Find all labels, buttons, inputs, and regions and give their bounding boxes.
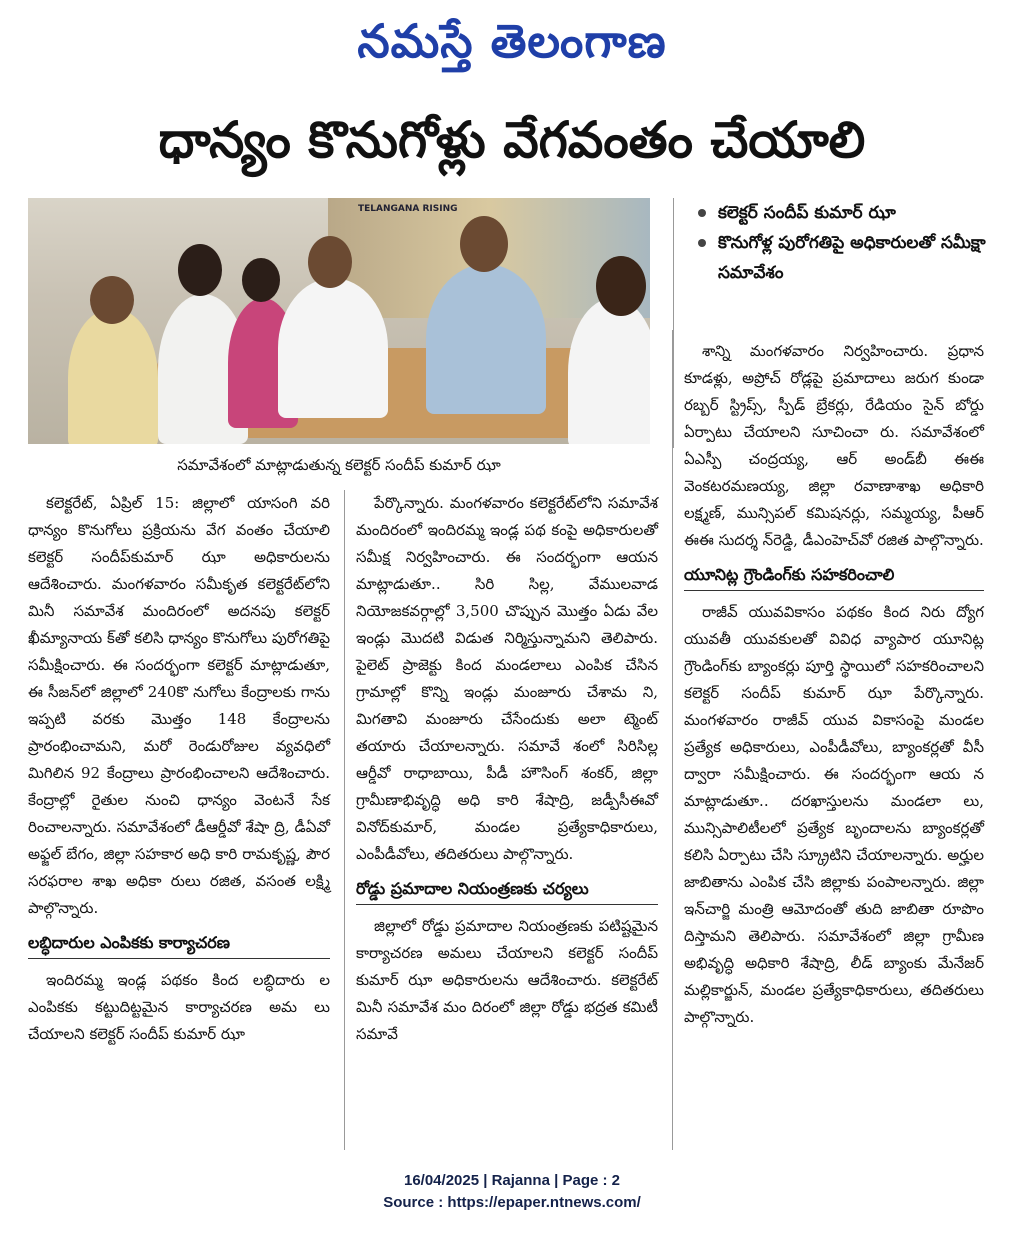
photo-person-head — [178, 244, 222, 296]
news-photo — [28, 198, 650, 444]
article-paragraph: శాన్ని మంగళవారం నిర్వహించారు. ప్రధాన కూడళ్లు, అప్రోచ్ రోడ్లపై ప్రమాదాలు జరుగ కుండా రబ్బర్ స్ట్రిప్స్, స్పీడ్ బ్రేకర్లు, రేడియం సైన్ బోర్డు ఏర్పాటు చేయాలని సూచించా రు. సమావేశంలో ఏఎస్పీ చంద్రయ్య, ఆర్ అండ్‌బీ ఈఈ వెంకటరమణయ్య, జిల్లా రవాణాశాఖ అధికారి లక్ష్మణ్, మున్సిపల్ కమిషనర్లు, సమ్మయ్య, పీఆర్ ఈఈ సుదర్శ న్‌రెడ్డి, డీఎంహెచ్‌వో రజిత పాల్గొన్నారు. — [684, 342, 984, 549]
photo-logo-text: TELANGANA RISING — [358, 204, 458, 214]
photo-person — [278, 278, 388, 418]
article-paragraph: కలెక్టరేట్, ఏప్రిల్ 15: జిల్లాలో యాసంగి వరి ధాన్యం కొనుగోలు ప్రక్రియను వేగ వంతం చేయాలి కలెక్టర్ సందీప్‌కుమార్ ఝా అధికారులను ఆదేశించారు. మంగళవారం సమీకృత కలెక్టరేట్‌లోని మినీ సమావేశ మందిరంలో అదనపు కలెక్టర్ ఖీమ్యానాయ క్‌తో కలిసి ధాన్యం కొనుగోలు పురోగతిపై సమీక్షించారు. ఈ సందర్భంగా కలెక్టర్ మాట్లాడుతూ, ఈ సీజన్‌లో జిల్లాలో 240కొ నుగోలు కేంద్రాలకు గాను ఇప్పటి వరకు మొత్తం 148 కేంద్రాలను ప్రారంభించామని, మరో రెండురోజుల వ్యవధిలో మిగిలిన 92 కేంద్రాలు ప్రారంభించాలని ఆదేశించారు. కేంద్రాల్లో రైతుల నుంచి ధాన్యం వెంటనే సేక రించాలన్నారు. సమావేశంలో డీఆర్డీవో శేషా ద్రి, డీఏవో అఫ్జల్ బేగం, జిల్లా సహకార అధి కారి రామకృష్ణ, పౌర సరఫరాల శాఖ అధికా రులు రజిత, వసంత లక్ష్మి పాల్గొన్నారు. — [28, 494, 330, 917]
headline: ధాన్యం కొనుగోళ్లు వేగవంతం చేయాలి — [158, 111, 866, 169]
article-column-1 — [28, 490, 330, 1048]
bullet-icon — [698, 239, 706, 247]
highlight-item — [690, 228, 1006, 288]
footer — [0, 1170, 1024, 1214]
section-subhead: రోడ్డు ప్రమాదాల నియంత్రణకు చర్యలు — [356, 874, 658, 905]
article-paragraph: ఇందిరమ్మ ఇండ్ల పథకం కింద లబ్ధిదారు ల ఎంపికకు కట్టుదిట్టమైన కార్యాచరణ అమ లు చేయాలని కలెక్టర్ సందీప్ కుమార్ ఝా — [28, 971, 330, 1043]
photo-person-head — [242, 258, 280, 302]
section-subhead: యూనిట్ల గ్రౌండింగ్‌కు సహకరించాలి — [684, 560, 984, 591]
highlight-text: కలెక్టర్ సందీప్ కుమార్ ఝా — [718, 203, 896, 223]
photo-caption: సమావేశంలో మాట్లాడుతున్న కలెక్టర్ సందీప్ కుమార్ ఝా — [177, 456, 501, 474]
footer-date-line: 16/04/2025 | Rajanna | Page : 2 — [403, 1172, 620, 1189]
highlight-text: కొనుగోళ్ల పురోగతిపై అధికారులతో సమీక్షా సమావేశం — [718, 233, 986, 283]
photo-person — [426, 264, 546, 414]
section-subhead: లబ్ధిదారుల ఎంపికకు కార్యాచరణ — [28, 928, 330, 959]
article-paragraph: జిల్లాలో రోడ్డు ప్రమాదాల నియంత్రణకు పటిష్టమైన కార్యాచరణ అమలు చేయాలని కలెక్టర్ సందీప్ కుమార్ ఝా అధికారులను ఆదేశించారు. కలెక్టరేట్ మినీ సమావేశ మం దిరంలో జిల్లా రోడ్డు భద్రత కమిటీ సమావే — [356, 917, 658, 1043]
column-divider — [672, 330, 673, 1150]
photo-person-head — [308, 236, 352, 288]
article-paragraph: పేర్కొన్నారు. మంగళవారం కలెక్టరేట్‌లోని సమావేశ మందిరంలో ఇందిరమ్మ ఇండ్ల పథ కంపై అధికారులతో సమీక్ష నిర్వహించారు. ఈ సందర్భంగా ఆయన మాట్లాడుతూ.. సిరి సిల్ల, వేములవాడ నియోజకవర్గాల్లో 3,500 చొప్పున మొత్తం ఏడు వేల ఇండ్లు మొదటి విడుత నిర్మిస్తున్నామని తెలిపారు. పైలెట్ ప్రాజెక్టు కింద మండలాలు ఎంపిక చేసిన గ్రామాల్లో కొన్ని ఇండ్లు మంజూరు చేశామ ని, మిగతావి మంజూరు చేసేందుకు అలా ట్మెంట్ తయారు చేయాలన్నారు. సమావే శంలో సిరిసిల్ల ఆర్డీవో రాధాబాయి, పీడీ హౌసింగ్ శంకర్, జిల్లా గ్రామీణాభివృద్ధి అధి కారి శేషాద్రి, జడ్పీసీఈవో వినోద్‌కుమార్, మండల ప్రత్యేకాధికారులు, ఎంపీడీవోలు, తదితరులు పాల్గొన్నారు. — [356, 494, 658, 863]
photo-person-head — [90, 276, 134, 324]
highlights-box — [690, 198, 1006, 288]
photo-person — [68, 308, 158, 444]
article-column-2 — [356, 490, 658, 1048]
highlight-item — [690, 198, 1006, 228]
photo-person — [568, 298, 650, 444]
footer-source-line: Source : https://epaper.ntnews.com/ — [383, 1194, 641, 1211]
article-paragraph: రాజీవ్ యువవికాసం పథకం కింద నిరు ద్యోగ యువతీ యువకులతో వివిధ వ్యాపార యూనిట్ల గ్రౌండింగ్‌కు బ్యాంకర్లు పూర్తి స్థాయిలో సహకరించాలని కలెక్టర్ సందీప్ కుమార్ ఝా పేర్కొన్నారు. మంగళవారం రాజీవ్ యువ వికాసంపై మండల ప్రత్యేక అధికారులు, ఎంపీడీవోలు, బ్యాంకర్లతో వీసీ ద్వారా సమీక్షించారు. ఈ సందర్భంగా ఆయ న మాట్లాడుతూ.. దరఖాస్తులను మండలా లు, మున్సిపాలిటీలలో ప్రత్యేక బృందాలను బ్యాంకర్లతో కలిసి ఏర్పాటు చేసి స్క్రూటిని చేయాలన్నారు. అర్హుల జాబితాను ఎంపిక చేసి జిల్లాకు పంపాలన్నారు. జిల్లా ఇన్‌చార్జి మంత్రి ఆమోదంతో తుది జాబితా రూపొం దిస్తామని తెలిపారు. సమావేశంలో జిల్లా గ్రామీణ అభివృద్ధి అధికారి శేషాద్రి, లీడ్ బ్యాంకు మేనేజర్ మల్లికార్జున్, మండల ప్రత్యేకాధికారులు, తదితరులు పాల్గొన్నారు. — [684, 603, 984, 1026]
masthead: నమస్తే తెలంగాణ — [357, 14, 667, 68]
column-divider — [673, 198, 674, 448]
photo-person-head — [596, 256, 646, 316]
photo-person-head — [460, 216, 508, 272]
article-column-3 — [684, 338, 984, 1031]
column-divider — [344, 490, 345, 1150]
bullet-icon — [698, 209, 706, 217]
